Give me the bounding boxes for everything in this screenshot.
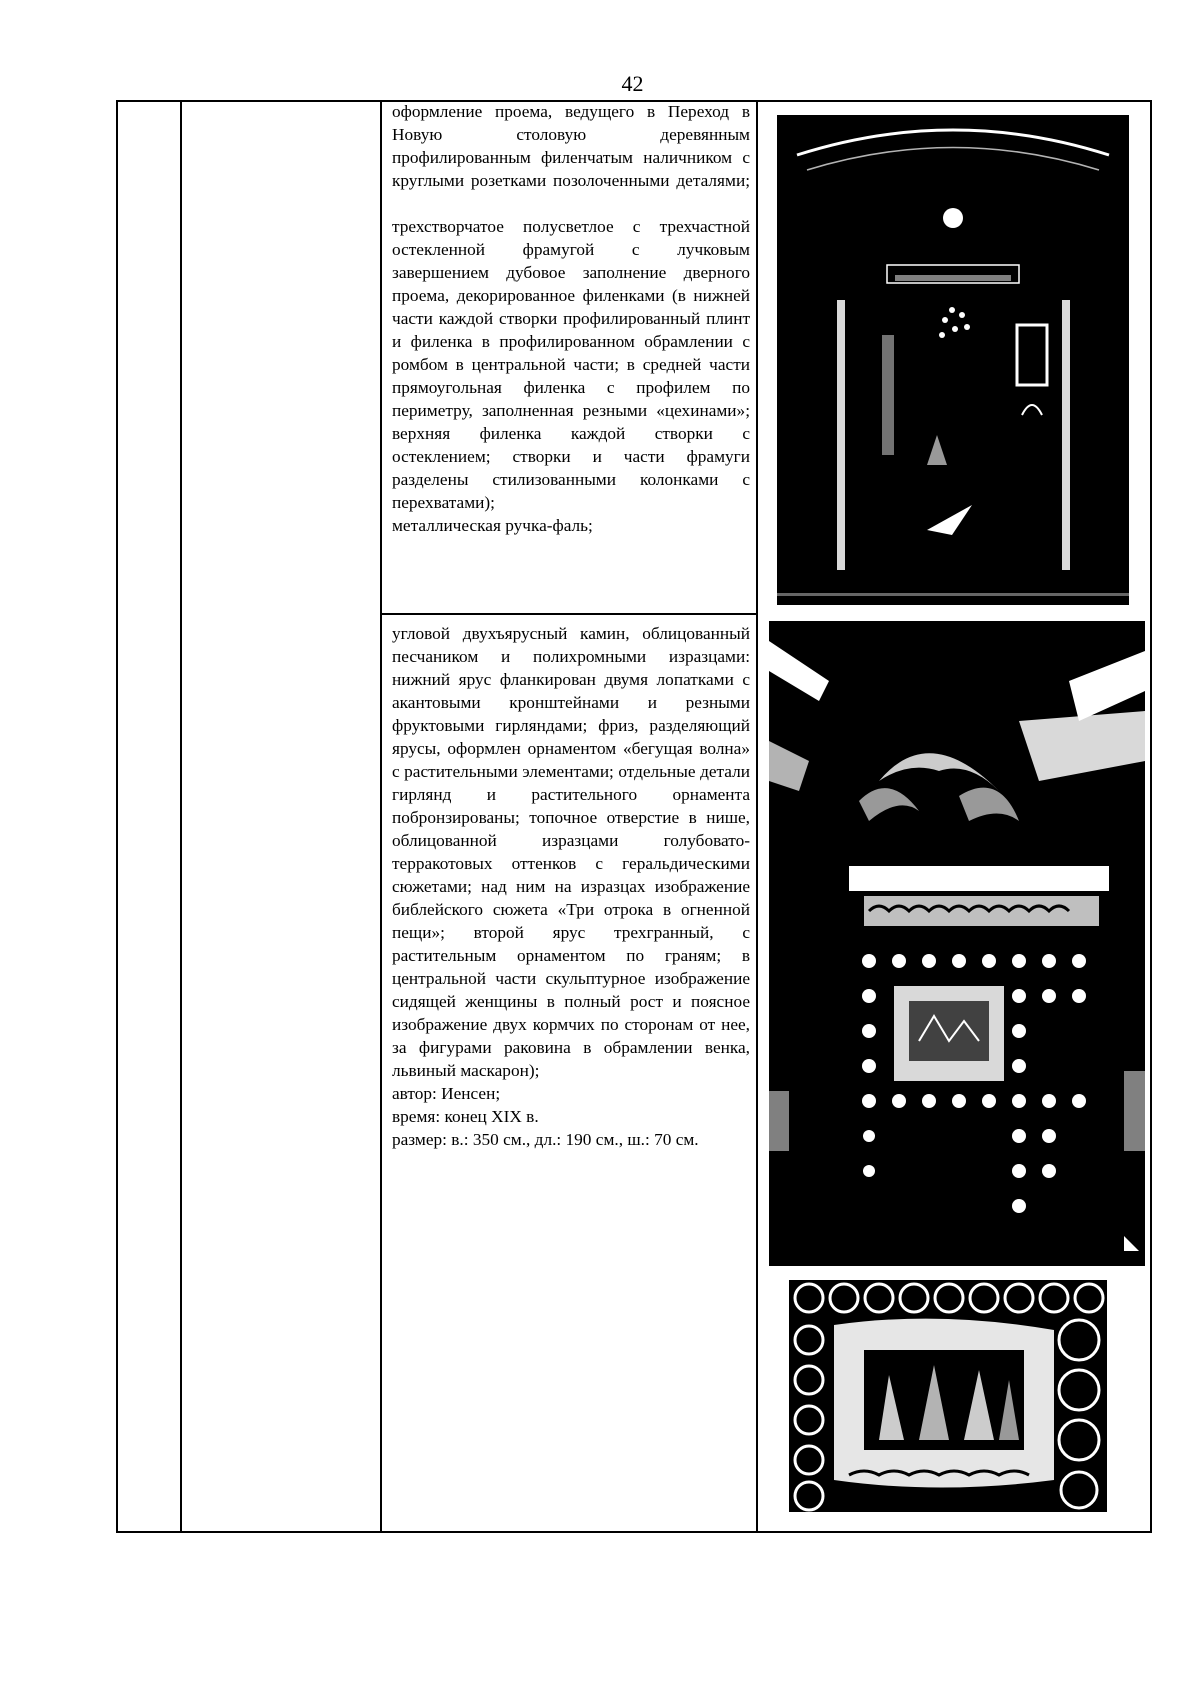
description-paragraph: металлическая ручка-фаль;: [392, 516, 593, 535]
fireplace-photo: [769, 621, 1145, 1266]
description-cell: [392, 100, 750, 537]
description-paragraph: автор: Иенсен;: [392, 1084, 501, 1103]
description-paragraph: угловой двухъярусный камин, облицованный песчаником и полихромными изразцами: нижний ярус фланкирован двумя лопатками с акантовыми кронштейнами и резными фруктовыми гирляндами; фриз, разделяющий ярусы, оформлен орнаментом «бегущая волна» с растительными элементами; отдельные детали гирлянд и растительного орнамента побронзированы; топочное отверстие в нише, облицованной изразцами голубовато-терракотовых оттенков с геральдическими сюжетами; над ним на изразцах изображение библейского сюжета «Три отрока в огненной пещи»; второй ярус трехгранный, с растительным орнаментом по граням; в центральной части скульптурное изображение сидящей женщины в полный рост и поясное изображение двух кормчих по сторонам от нее, за фигурами раковина в обрамлении венка, львиный маскарон);: [392, 624, 750, 1080]
row-divider: [380, 613, 758, 615]
description-paragraph: трехстворчатое полусветлое с трехчастной остекленной фрамугой с лучковым завершением дубовое заполнение дверного проема, декорированное филенками (в нижней части каждой створки профилированный плинт и филенка в профилированном обрамлении с ромбом в центральной части; в средней части прямоугольная филенка с профилем по периметру, заполненная резными «цехинами»; верхняя филенка каждой створки с остеклением; створки и части фрамуги разделены стилизованными колонками с перехватами);: [392, 217, 750, 512]
page-number: 42: [621, 71, 644, 96]
description-paragraph: время: конец XIX в.: [392, 1107, 539, 1126]
doorway-photo: [777, 115, 1129, 605]
description-spacer: [392, 192, 750, 215]
description-paragraph: оформление проема, ведущего в Переход в Новую столовую деревянным профилированным филенчатым наличником с круглыми розетками позолоченными деталями;: [392, 102, 750, 190]
column-divider: [180, 100, 182, 1533]
description-paragraph: размер: в.: 350 см., дл.: 190 см., ш.: 70 см.: [392, 1130, 699, 1149]
tile-detail-photo: [789, 1280, 1107, 1512]
column-divider: [756, 100, 758, 1533]
column-divider: [380, 100, 382, 1533]
description-cell: [392, 622, 750, 1151]
